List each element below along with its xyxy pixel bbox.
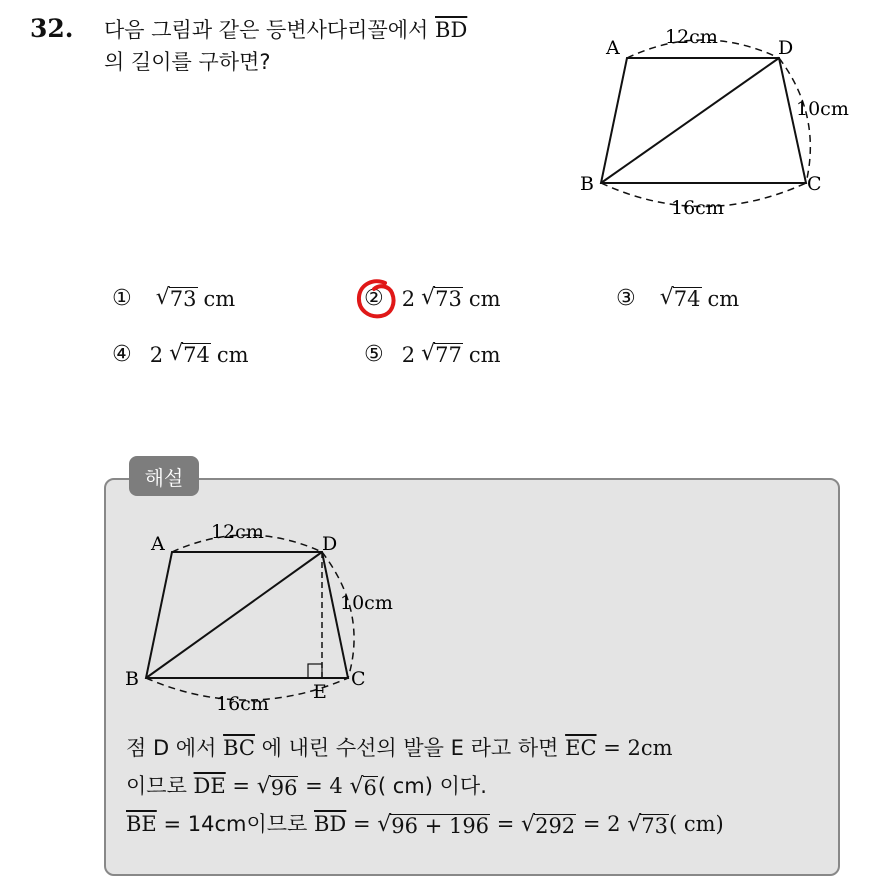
sol2-eq2: = 4: [305, 774, 343, 798]
choice-unit: cm: [203, 286, 236, 311]
choice-unit: cm: [468, 342, 501, 367]
sol3-sqrt-3: √ 73: [627, 812, 668, 838]
sol1-text-c: = 2cm: [603, 736, 673, 760]
sol3-text-b: ( cm): [668, 812, 724, 836]
sol3-text-a: = 14cm이므로: [163, 812, 308, 836]
choice-unit: cm: [468, 286, 501, 311]
segment-bd: $\overline{BD}$: [435, 18, 468, 42]
sol2-eq: =: [232, 774, 251, 798]
solution-line-2: [126, 768, 487, 804]
choice-3[interactable]: [616, 286, 739, 311]
sol-label-e: E: [313, 681, 327, 703]
sol2-sqrt-2: √ 6: [349, 774, 377, 800]
solution-line-3: [126, 806, 724, 842]
label-a: A: [606, 37, 620, 59]
sol-label-a: A: [151, 533, 165, 555]
question-number: 32.: [30, 14, 74, 43]
solution-line-1: [126, 730, 673, 766]
solution-tag: 해설: [129, 456, 199, 496]
sol1-text-a: 점 D 에서: [126, 736, 217, 760]
sol-label-c: C: [351, 668, 366, 690]
sol3-eq2: =: [496, 812, 515, 836]
question-text-line2: 의 길이를 구하면?: [104, 50, 271, 74]
choice-number: ②: [364, 286, 384, 311]
solution-diagonal-bd: [146, 552, 322, 678]
label-side-length: 10cm: [796, 98, 849, 120]
choice-1[interactable]: [112, 286, 235, 311]
trapezoid-outline: [601, 58, 806, 183]
trapezoid-figure: [570, 20, 860, 230]
sol2-text-b: ( cm) 이다.: [377, 774, 487, 798]
segment-bc: $\overline{BC}$: [223, 736, 255, 760]
label-top-length: 12cm: [665, 26, 718, 48]
solution-figure: [118, 512, 408, 722]
choice-4[interactable]: [112, 342, 249, 367]
sol2-text-a: 이므로: [126, 774, 187, 798]
sol-label-bottom-length: 16cm: [216, 693, 269, 715]
choice-sqrt: √ 74: [659, 285, 701, 311]
choice-coef: 2: [401, 342, 416, 367]
diagonal-bd: [601, 58, 779, 183]
segment-ec: $\overline{EC}$: [565, 736, 597, 760]
segment-be: $\overline{BE}$: [126, 812, 157, 836]
question-text: [104, 14, 564, 78]
sol1-text-b: 에 내린 수선의 발을 E 라고 하면: [261, 736, 559, 760]
sol-label-side-length: 10cm: [340, 592, 393, 614]
sol2-sqrt-1: √ 96: [256, 774, 298, 800]
label-d: D: [778, 37, 794, 59]
label-bottom-length: 16cm: [671, 197, 724, 219]
choice-sqrt: √ 73: [421, 285, 462, 311]
sol3-eq: =: [352, 812, 371, 836]
choice-unit: cm: [216, 342, 249, 367]
choice-number: ④: [112, 342, 132, 367]
choice-sqrt: √ 77: [421, 341, 462, 367]
label-c: C: [807, 173, 822, 195]
solution-trapezoid: [146, 552, 348, 678]
sol-label-top-length: 12cm: [211, 521, 264, 543]
sol3-sqrt-2: √ 292: [521, 812, 576, 838]
choice-coef: 2: [401, 286, 416, 311]
choice-number: ⑤: [364, 342, 384, 367]
segment-de: $\overline{DE}$: [193, 774, 226, 798]
question-text-line1: 다음 그림과 같은 등변사다리꼴에서: [104, 18, 429, 42]
label-b: B: [580, 173, 594, 195]
sol3-sqrt-1: √ 96 + 196: [377, 812, 490, 838]
choice-5[interactable]: [364, 342, 501, 367]
choice-sqrt: √ 73: [155, 285, 197, 311]
sol-label-b: B: [125, 668, 139, 690]
right-angle-mark: [308, 664, 322, 678]
segment-bd-2: $\overline{BD}$: [314, 812, 347, 836]
sol3-eq3: = 2: [582, 812, 621, 836]
sol-label-d: D: [322, 533, 338, 555]
choice-number: ①: [112, 286, 132, 311]
choice-coef: 2: [149, 342, 164, 367]
answer-mark-circle-icon: [354, 276, 400, 322]
choice-number: ③: [616, 286, 636, 311]
choice-sqrt: √ 74: [169, 341, 210, 367]
choice-unit: cm: [707, 286, 740, 311]
